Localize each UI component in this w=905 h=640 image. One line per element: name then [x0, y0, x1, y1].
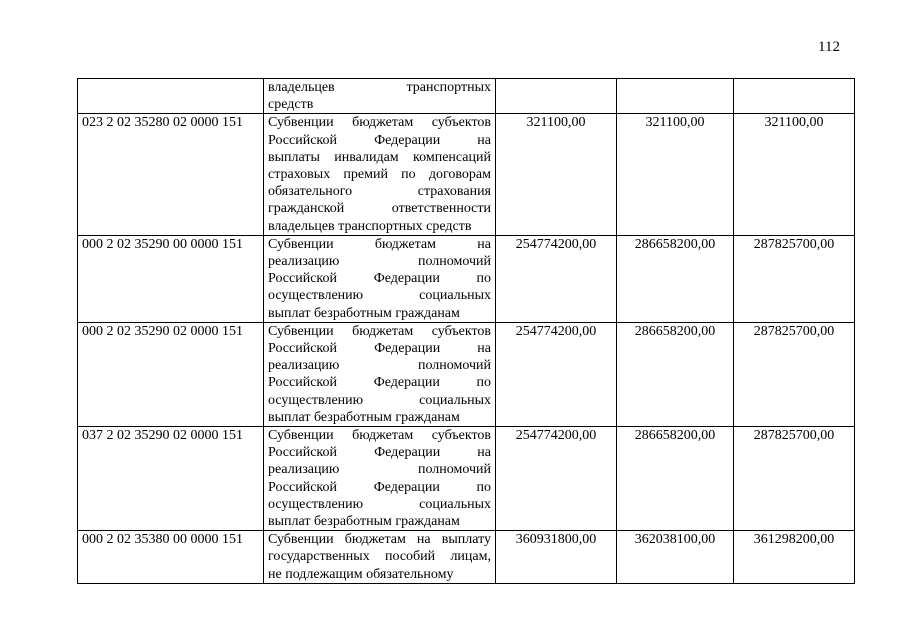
budget-code-cell: 000 2 02 35290 02 0000 151 — [78, 322, 264, 426]
amount-year-2-cell: 321100,00 — [617, 114, 734, 235]
revenue-name-line: осуществлению социальных — [268, 392, 491, 408]
amount-year-3-cell — [734, 79, 855, 114]
revenue-name-line: реализацию полномочий — [268, 254, 491, 270]
amount-year-3-cell: 287825700,00 — [734, 235, 855, 322]
amount-year-2-cell: 362038100,00 — [617, 531, 734, 584]
budget-revenue-table — [77, 78, 855, 584]
revenue-name-line: Субвенции бюджетам субъектов — [268, 323, 491, 339]
table-row — [78, 79, 855, 114]
revenue-name-line: средств — [268, 97, 314, 113]
amount-year-3-cell: 321100,00 — [734, 114, 855, 235]
revenue-name-line: Субвенции бюджетам на выплату — [268, 532, 491, 548]
revenue-name-line: выплат безработным гражданам — [268, 409, 460, 425]
revenue-name-line: Российской Федерации на — [268, 445, 491, 461]
revenue-name-line: Субвенции бюджетам на — [268, 236, 491, 252]
revenue-name-cell — [264, 531, 496, 584]
table-row — [78, 531, 855, 584]
revenue-name-line: владельцев транспортных средств — [268, 218, 472, 234]
revenue-name-line: Российской Федерации по — [268, 479, 491, 495]
revenue-name-line: реализацию полномочий — [268, 462, 491, 478]
amount-year-1-cell: 254774200,00 — [496, 235, 617, 322]
revenue-name-line: Российской Федерации по — [268, 271, 491, 287]
table-row — [78, 427, 855, 531]
revenue-name-line: обязательного страхования — [268, 184, 491, 200]
amount-year-2-cell: 286658200,00 — [617, 427, 734, 531]
amount-year-1-cell: 254774200,00 — [496, 427, 617, 531]
amount-year-1-cell — [496, 79, 617, 114]
budget-code-cell: 037 2 02 35290 02 0000 151 — [78, 427, 264, 531]
revenue-name-cell — [264, 427, 496, 531]
revenue-name-line: Российской Федерации по — [268, 375, 491, 391]
revenue-name-line: реализацию полномочий — [268, 358, 491, 374]
revenue-name-line: выплат безработным гражданам — [268, 514, 460, 530]
amount-year-2-cell — [617, 79, 734, 114]
amount-year-1-cell: 254774200,00 — [496, 322, 617, 426]
budget-code-cell: 000 2 02 35380 00 0000 151 — [78, 531, 264, 584]
amount-year-1-cell: 360931800,00 — [496, 531, 617, 584]
amount-year-3-cell: 361298200,00 — [734, 531, 855, 584]
revenue-name-line: осуществлению социальных — [268, 496, 491, 512]
table-body — [78, 79, 855, 584]
amount-year-2-cell: 286658200,00 — [617, 235, 734, 322]
amount-year-2-cell: 286658200,00 — [617, 322, 734, 426]
revenue-name-line: осуществлению социальных — [268, 288, 491, 304]
budget-code-cell: 023 2 02 35280 02 0000 151 — [78, 114, 264, 235]
table-row — [78, 114, 855, 235]
revenue-name-line: Субвенции бюджетам субъектов — [268, 428, 491, 444]
revenue-name-cell — [264, 322, 496, 426]
revenue-name-line: Субвенции бюджетам субъектов — [268, 115, 491, 131]
revenue-name-line: владельцев транспортных — [268, 80, 491, 95]
amount-year-1-cell: 321100,00 — [496, 114, 617, 235]
budget-code-cell: 000 2 02 35290 00 0000 151 — [78, 235, 264, 322]
revenue-name-line: гражданской ответственности — [268, 201, 491, 217]
revenue-name-line: государственных пособий лицам, — [268, 549, 491, 565]
revenue-name-line: не подлежащим обязательному — [268, 566, 454, 582]
revenue-name-line: выплат безработным гражданам — [268, 305, 460, 321]
revenue-name-cell — [264, 235, 496, 322]
amount-year-3-cell: 287825700,00 — [734, 322, 855, 426]
amount-year-3-cell: 287825700,00 — [734, 427, 855, 531]
revenue-name-cell — [264, 114, 496, 235]
revenue-name-line: Российской Федерации на — [268, 341, 491, 357]
table-row — [78, 322, 855, 426]
table-row — [78, 235, 855, 322]
budget-code-cell — [78, 79, 264, 114]
revenue-name-line: Российской Федерации на — [268, 132, 491, 148]
page-number: 112 — [818, 39, 840, 55]
revenue-name-line: выплаты инвалидам компенсаций — [268, 149, 491, 165]
revenue-name-cell — [264, 79, 496, 114]
revenue-name-line: страховых премий по договорам — [268, 167, 491, 183]
